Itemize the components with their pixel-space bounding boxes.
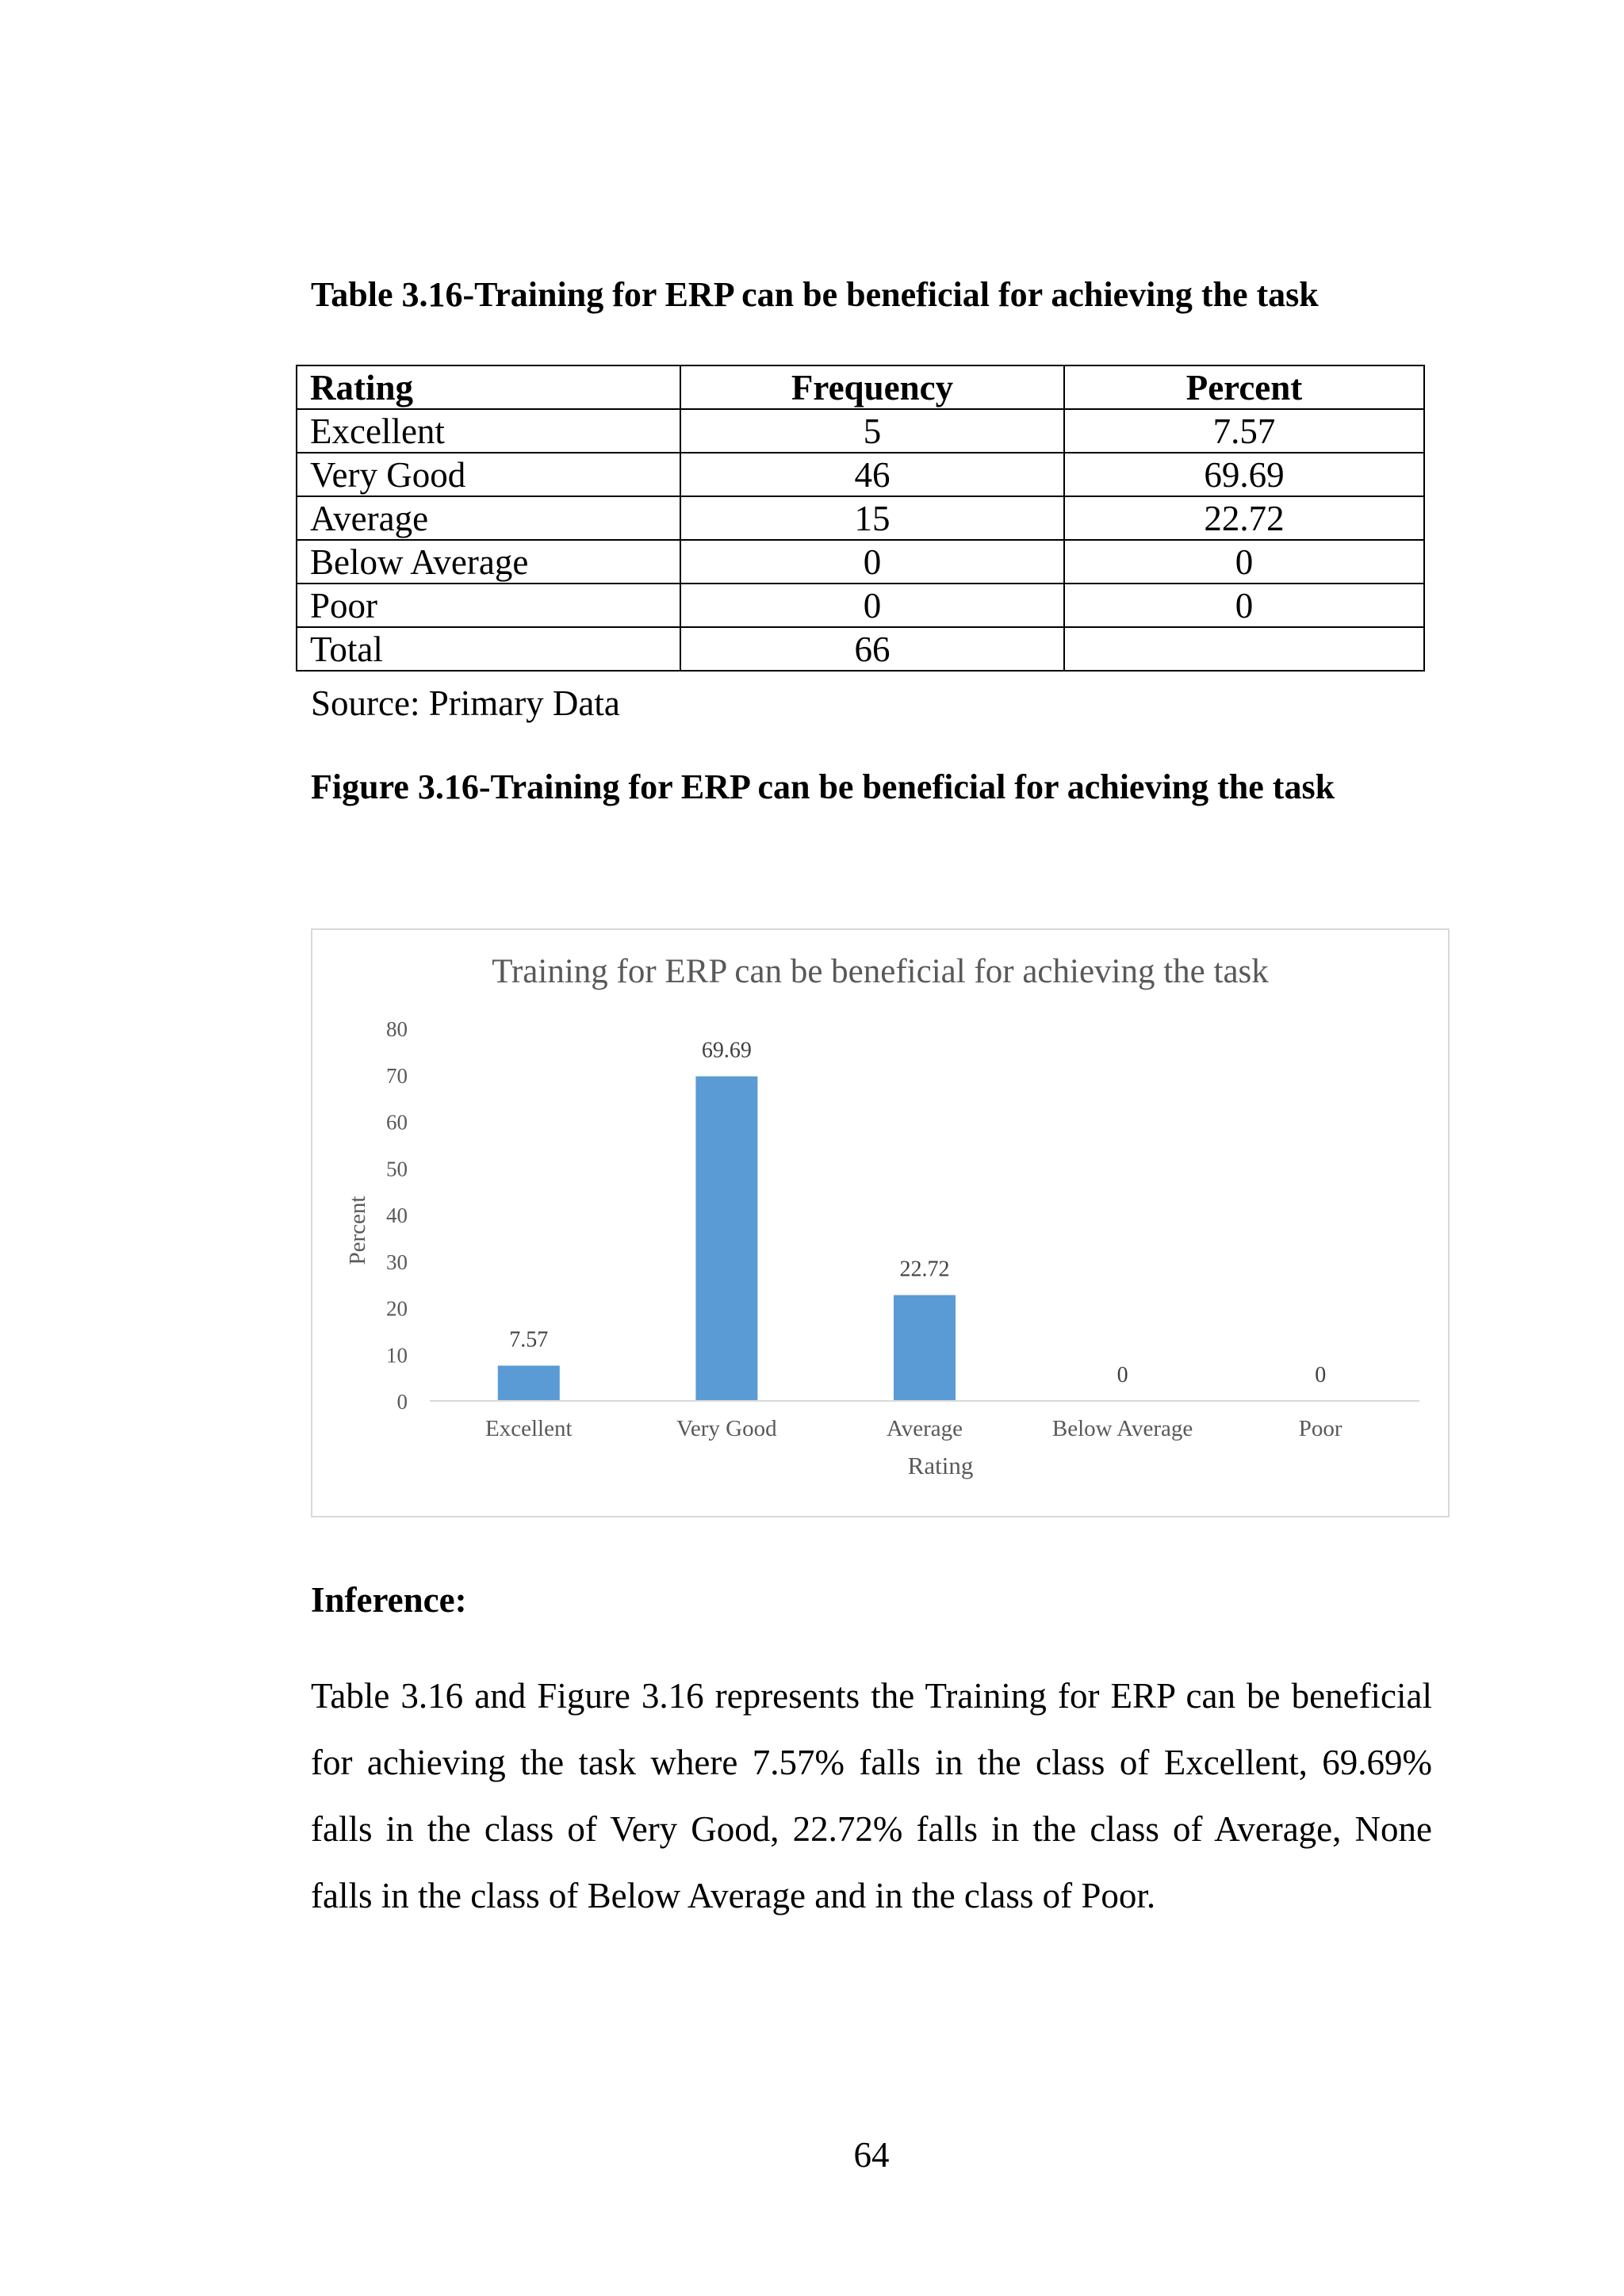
y-tick-label: 50 (386, 1157, 408, 1181)
x-tick-label: Very Good (676, 1416, 777, 1441)
page-number: 64 (853, 2135, 890, 2175)
y-axis-label: Percent (345, 1196, 370, 1265)
cell-percent: 0 (1064, 584, 1424, 627)
y-tick-label: 40 (386, 1203, 408, 1227)
cell-percent: 69.69 (1064, 453, 1424, 496)
cell-rating: Below Average (297, 540, 680, 584)
x-tick-label: Average (886, 1416, 963, 1441)
cell-rating: Total (297, 627, 680, 671)
source-note: Source: Primary Data (311, 683, 620, 723)
chart-svg (312, 930, 1448, 1516)
table-row (297, 453, 1424, 496)
cell-frequency: 0 (680, 540, 1064, 584)
table-row (297, 540, 1424, 584)
cell-frequency: 46 (680, 453, 1064, 496)
header-frequency: Frequency (680, 365, 1064, 409)
data-label: 69.69 (701, 1038, 752, 1063)
figure-caption: Figure 3.16-Training for ERP can be beneficial for achieving the task (311, 767, 1335, 806)
cell-rating: Excellent (297, 409, 680, 453)
cell-percent: 22.72 (1064, 496, 1424, 540)
y-tick-label: 60 (386, 1110, 408, 1135)
data-label: 22.72 (899, 1257, 950, 1282)
table-header-row (297, 365, 1424, 409)
bar (894, 1295, 956, 1401)
cell-rating: Poor (297, 584, 680, 627)
table-row (297, 584, 1424, 627)
inference-heading: Inference: (311, 1580, 467, 1620)
x-tick-labels (485, 1416, 1342, 1441)
y-tick-label: 20 (386, 1296, 408, 1321)
data-label: 0 (1315, 1363, 1327, 1387)
y-tick-label: 30 (386, 1249, 408, 1274)
bar (498, 1366, 560, 1401)
bars (498, 1077, 956, 1401)
x-tick-label: Poor (1298, 1416, 1342, 1441)
y-tick-label: 0 (396, 1390, 408, 1414)
table-row (297, 409, 1424, 453)
cell-frequency: 15 (680, 496, 1064, 540)
data-table (296, 365, 1425, 672)
cell-percent: 7.57 (1064, 409, 1424, 453)
y-tick-label: 10 (386, 1343, 408, 1368)
chart-title: Training for ERP can be beneficial for achieving the task (492, 953, 1269, 990)
table-row-total (297, 627, 1424, 671)
cell-rating: Very Good (297, 453, 680, 496)
bar-chart (311, 928, 1450, 1517)
header-rating: Rating (297, 365, 680, 409)
cell-frequency: 0 (680, 584, 1064, 627)
cell-rating: Average (297, 496, 680, 540)
x-axis-label: Rating (907, 1452, 974, 1479)
header-percent: Percent (1064, 365, 1424, 409)
table-row (297, 496, 1424, 540)
bar (695, 1077, 757, 1401)
y-tick-labels (386, 1017, 408, 1414)
x-tick-label: Below Average (1051, 1416, 1193, 1441)
inference-paragraph: Table 3.16 and Figure 3.16 represents the Training for ERP can be beneficial for achieving the task where 7.57% falls in the class of Excellent, 69.69% falls in the class of Very Good, 22.72% falls in the class of Average, None falls in the class of Below Average and in the class of Poor. (311, 1676, 1432, 1915)
cell-frequency: 66 (680, 627, 1064, 671)
data-label: 7.57 (509, 1327, 549, 1353)
cell-percent (1064, 627, 1424, 671)
y-tick-label: 80 (386, 1017, 408, 1041)
y-tick-label: 70 (386, 1063, 408, 1088)
cell-percent: 0 (1064, 540, 1424, 584)
data-label: 0 (1116, 1363, 1128, 1387)
table-caption: Table 3.16-Training for ERP can be beneficial for achieving the task (311, 275, 1319, 314)
cell-frequency: 5 (680, 409, 1064, 453)
x-tick-label: Excellent (485, 1416, 573, 1441)
